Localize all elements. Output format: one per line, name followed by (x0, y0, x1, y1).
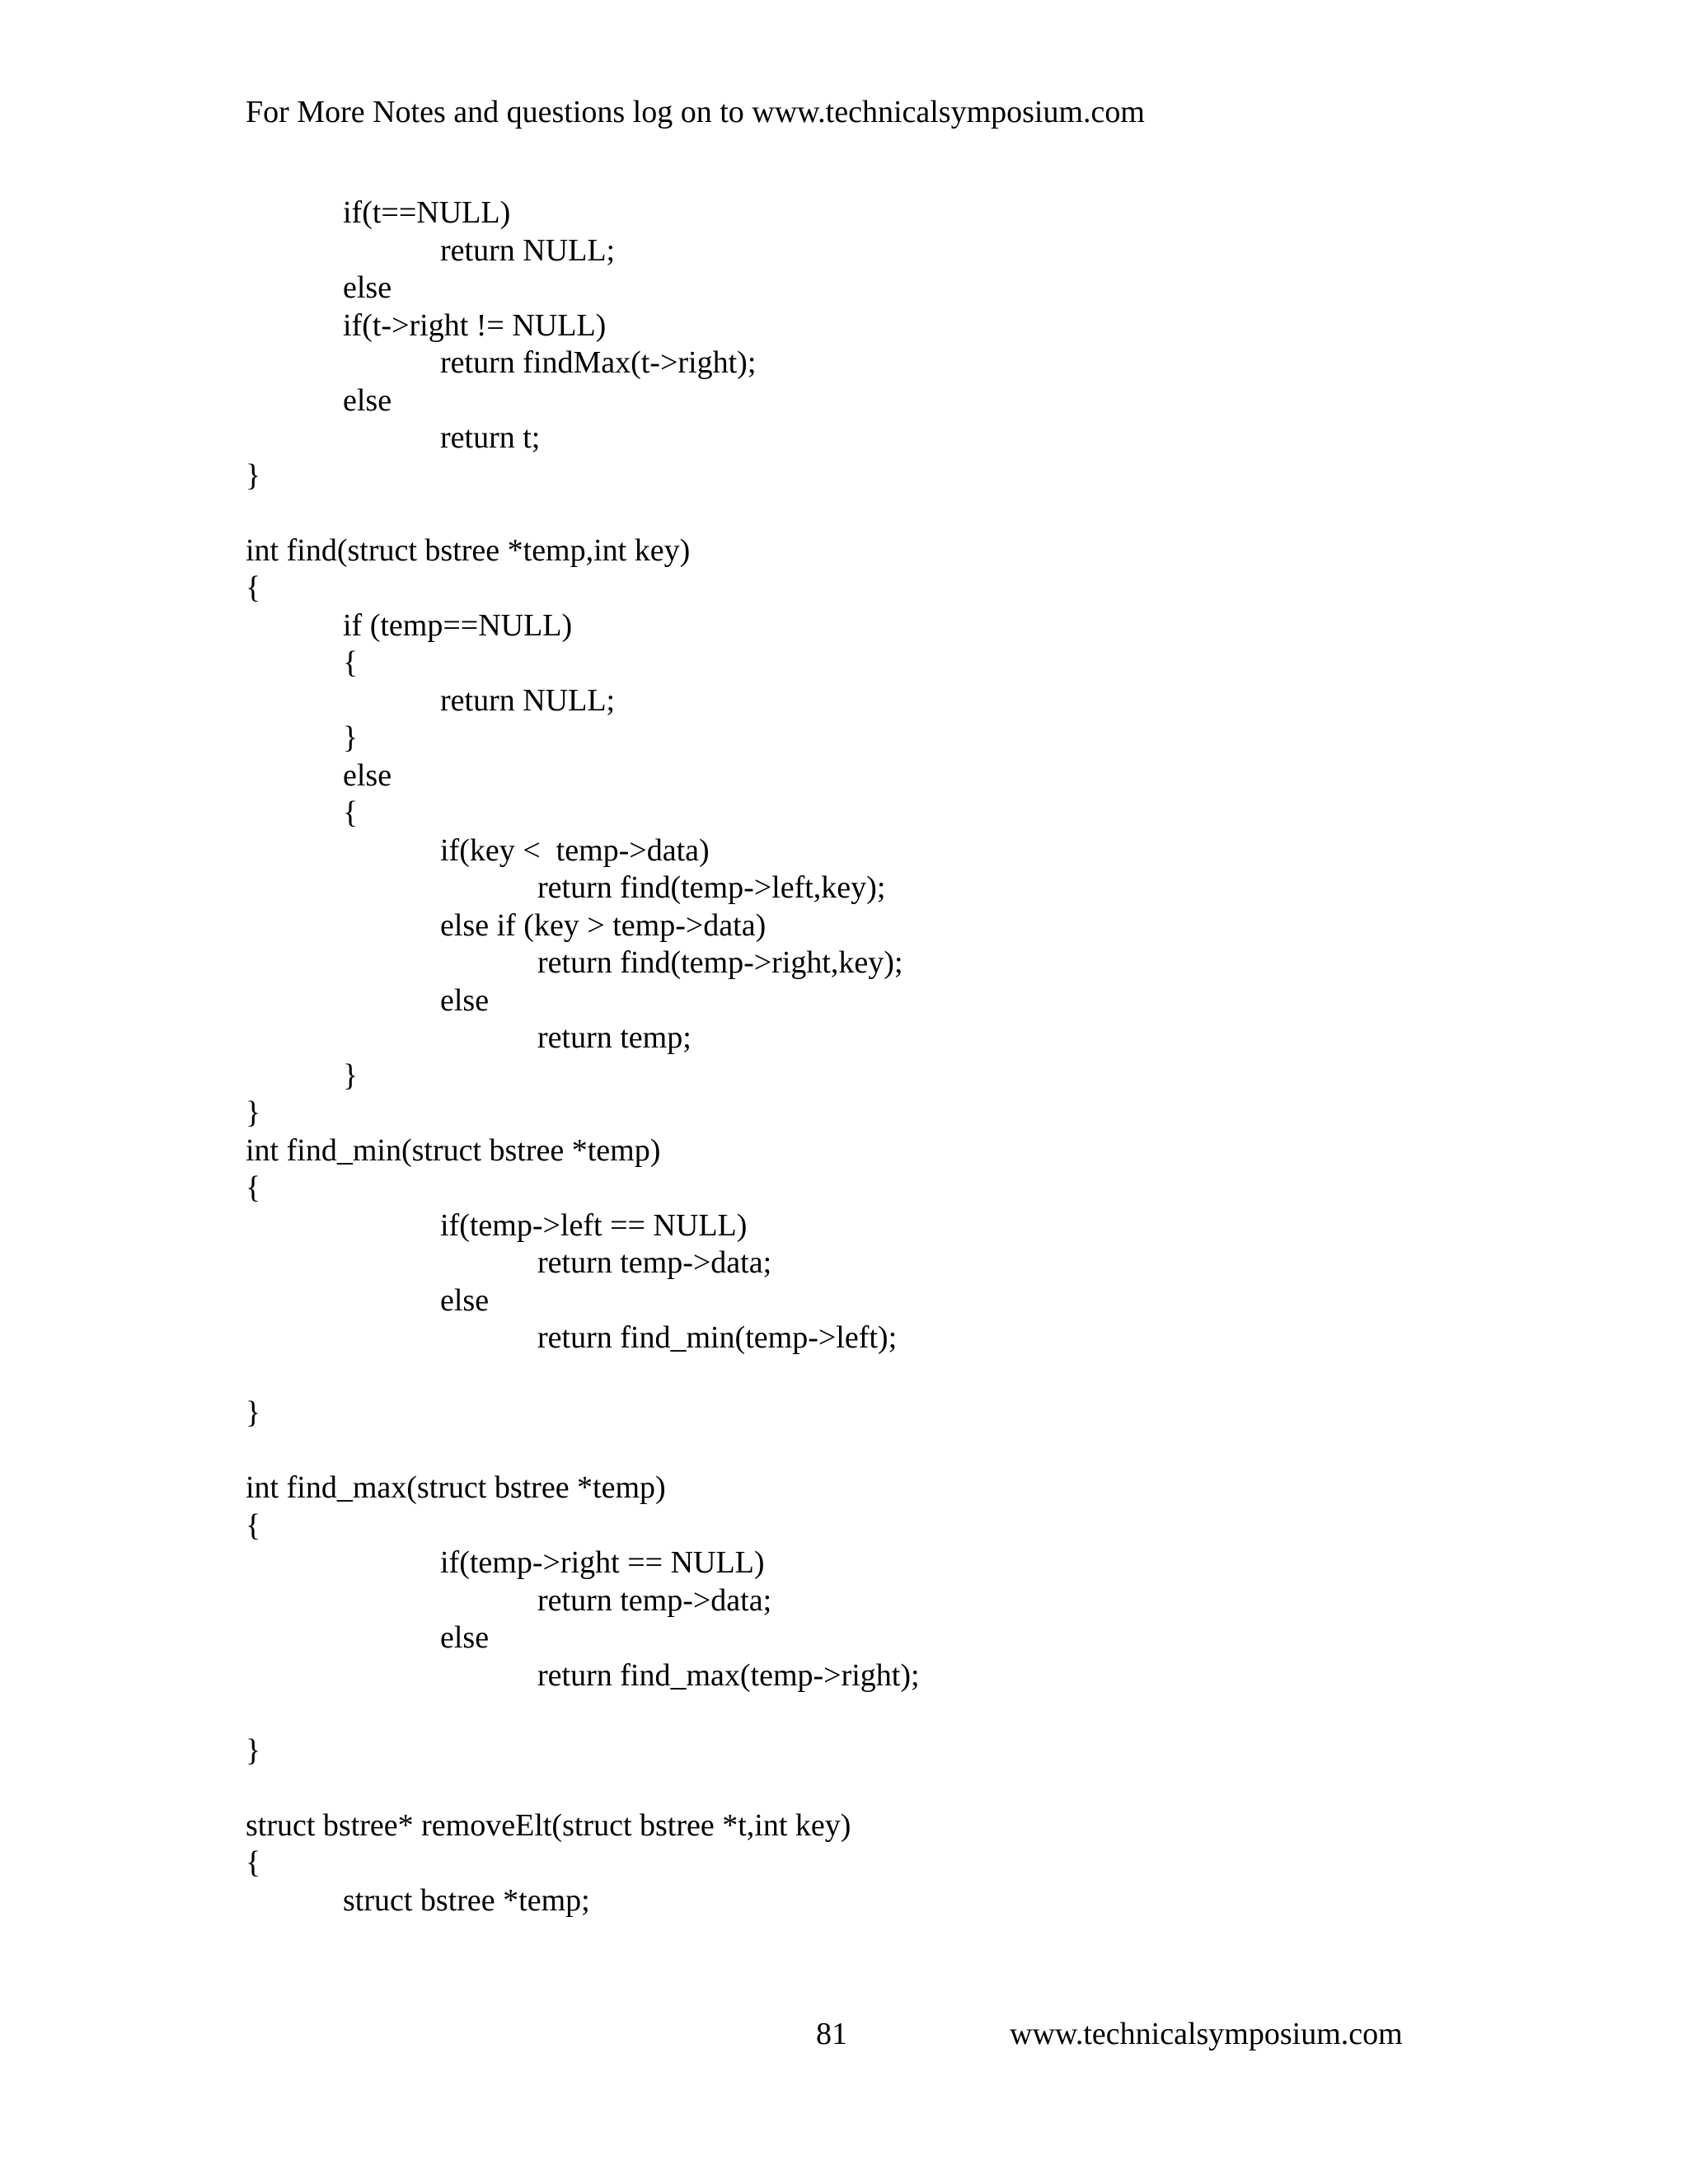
code-line: return NULL; (440, 232, 616, 268)
code-line: return find_max(temp->right); (537, 1657, 920, 1693)
code-line: { (246, 1845, 261, 1880)
code-line: return find(temp->left,key); (537, 870, 886, 905)
code-line: return find_min(temp->left); (537, 1320, 898, 1355)
code-line: return find(temp->right,key); (537, 945, 903, 980)
code-line: { (246, 1507, 261, 1543)
code-line: if (temp==NULL) (343, 607, 573, 643)
code-line: struct bstree* removeElt(struct bstree *t,int key) (246, 1807, 851, 1843)
code-line: if(t==NULL) (343, 195, 511, 230)
code-line: else (440, 982, 490, 1018)
code-line: else (440, 1282, 490, 1318)
code-line: else (343, 382, 392, 418)
code-line: } (246, 1095, 261, 1130)
code-line (246, 1769, 920, 1807)
code-line: return temp; (537, 1020, 692, 1055)
code-line: return temp->data; (537, 1582, 772, 1618)
code-line (246, 1357, 920, 1395)
code-line: { (246, 1170, 261, 1205)
code-line (246, 1432, 920, 1470)
code-line: if(t->right != NULL) (343, 307, 607, 343)
code-line: { (343, 645, 359, 680)
footer-url: www.technicalsymposium.com (1010, 2017, 1403, 2051)
code-line: { (343, 795, 359, 830)
code-line: } (246, 1732, 261, 1768)
code-line: else (343, 270, 392, 305)
code-line: } (246, 457, 261, 493)
code-listing (246, 194, 920, 1919)
page-header: For More Notes and questions log on to www.technicalsymposium.com (246, 95, 1145, 129)
code-line: else (440, 1620, 490, 1655)
code-line: return findMax(t->right); (440, 345, 757, 380)
code-line: { (246, 570, 261, 605)
code-line (246, 494, 920, 532)
code-line: } (343, 1057, 359, 1093)
code-line (246, 1694, 920, 1732)
code-line: return temp->data; (537, 1245, 772, 1280)
code-line: int find_min(struct bstree *temp) (246, 1132, 661, 1168)
code-line: else (343, 757, 392, 793)
code-line: return NULL; (440, 682, 616, 718)
code-line: int find_max(struct bstree *temp) (246, 1470, 666, 1505)
code-line: struct bstree *temp; (343, 1882, 590, 1918)
code-line: else if (key > temp->data) (440, 907, 767, 943)
code-line: if(temp->left == NULL) (440, 1207, 748, 1243)
code-line: if(temp->right == NULL) (440, 1545, 765, 1580)
code-line: } (246, 1395, 261, 1430)
code-line: } (343, 720, 359, 755)
code-line: int find(struct bstree *temp,int key) (246, 532, 691, 568)
page-number: 81 (816, 2017, 847, 2051)
code-line: return t; (440, 420, 541, 455)
code-line: if(key < temp->data) (440, 832, 710, 868)
